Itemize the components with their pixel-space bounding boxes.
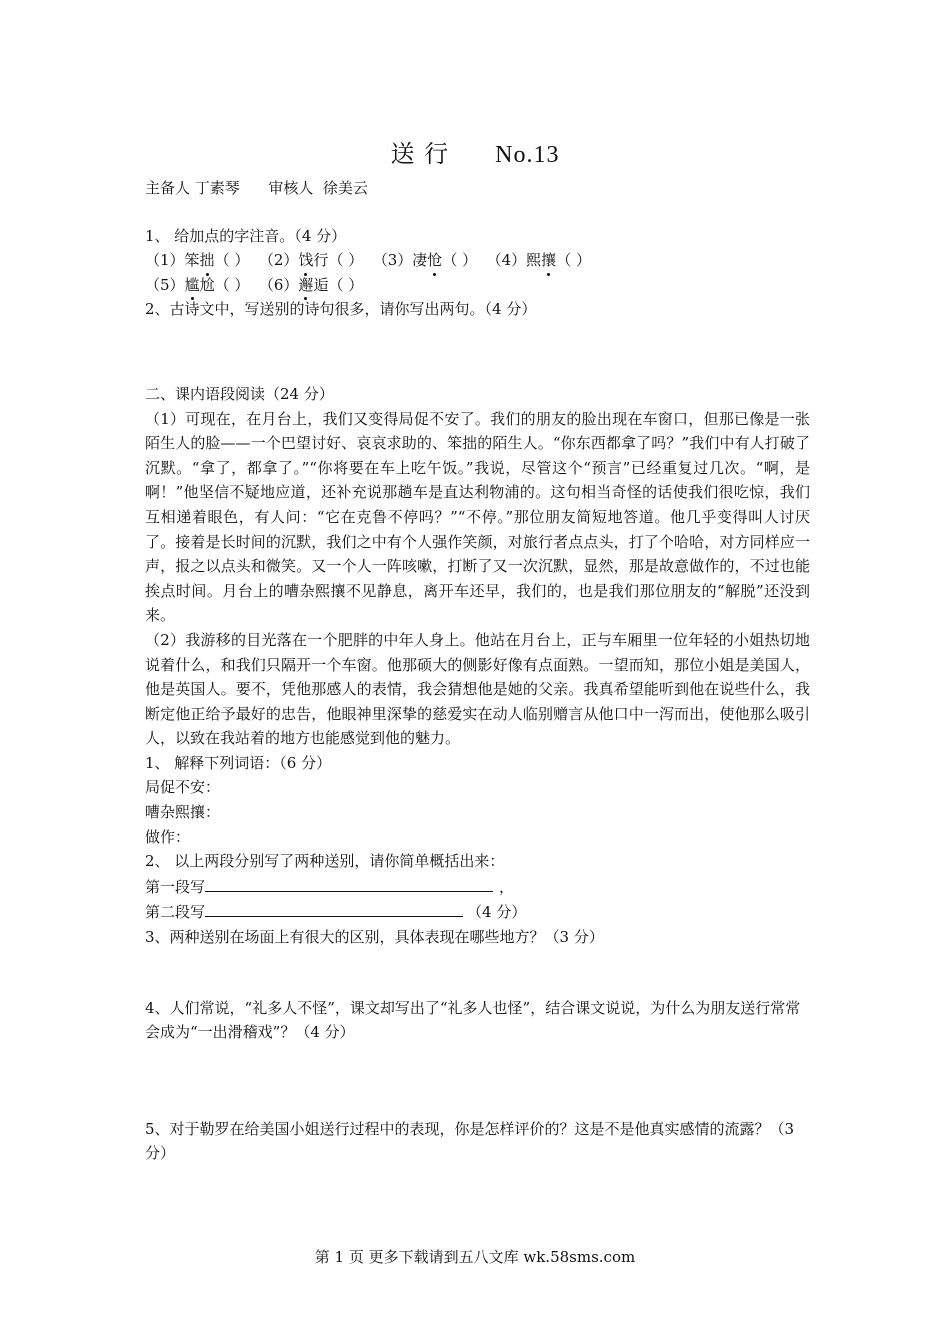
s2-q5: 5、对于勒罗在给美国小姐送行过程中的表现，你是怎样评价的？这是不是他真实感情的流露？（3 分） <box>145 1119 795 1163</box>
s2-q2-line1: 第一段写 ， <box>145 874 810 900</box>
q1-heading: 1、 给加点的字注音。（4 分） <box>145 226 347 245</box>
q1-items-line2: （5）尴尬（ ） （6）邂逅（ ） <box>145 273 810 298</box>
s2-q3: 3、两种送别在场面上有很大的区别，具体表现在哪些地方？（3 分） <box>145 928 604 947</box>
s2-q2-line2: 第二段写 （4 分） <box>145 899 810 925</box>
term-2: 嘈杂熙攘： <box>145 803 221 822</box>
reading-paragraph-2: （2）我游移的目光落在一个肥胖的中年人身上。他站在月台上，正与车厢里一位年轻的小姐热切地说着什么，和我们只隔开一个车窗。他那硕大的侧影好像有点面熟。一望而知，那位小姐是美国人，他是英国人。要不，凭他那感人的表情，我会猜想他是她的父亲。我真希望能听到他在说些什么，我断定他正给予最好的忠告，他眼神里深挚的慈爱实在动人临别赠言从他口中一泻而出，使他那么吸引人，以致在我站着的地方也能感觉到他的魅力。 <box>145 630 810 748</box>
document-body <box>145 176 810 1166</box>
title-number: No.13 <box>495 142 560 168</box>
s2-q4: 4、人们常说，“礼多人不怪”，课文却写出了“礼多人也怪”，结合课文说说，为什么为朋友送行常常会成为“一出滑稽戏”？（4 分） <box>145 998 801 1042</box>
answer-blank-1[interactable] <box>205 874 493 892</box>
term-1: 局促不安： <box>145 778 221 797</box>
term-3: 做作： <box>145 827 191 846</box>
authors-line: 主备人 丁素琴 审核人 徐美云 <box>145 179 368 197</box>
section2-heading: 二、课内语段阅读（24 分） <box>145 384 334 403</box>
title-main: 送 行 <box>390 140 450 168</box>
answer-blank-2[interactable] <box>205 899 463 917</box>
reading-paragraph-1: （1）可现在，在月台上，我们又变得局促不安了。我们的朋友的脸出现在车窗口，但那已像是一张陌生人的脸——一个巴望讨好、哀哀求助的、笨拙的陌生人。“你东西都拿了吗？”我们中有人打破了沉默。“拿了，都拿了。”“你将要在车上吃午饭。”我说，尽管这个“预言”已经重复过几次。“啊，是啊！”他坚信不疑地应道，还补充说那趟车是直达利物浦的。这句相当奇怪的话使我们很吃惊，我们互相递着眼色，有人问：“它在克鲁不停吗？”“不停。”那位朋友简短地答道。他几乎变得叫人讨厌了。接着是长时间的沉默，我们之中有个人强作笑颜，对旅行者点点头，打了个哈哈，对方同样应一声，报之以点头和微笑。又一个人一阵咳嗽，打断了又一次沉默，显然，那是故意做作的，不过也能挨点时间。月台上的嘈杂熙攘不见静息，离开车还早，我们的，也是我们那位朋友的“解脱”还没到来。 <box>145 409 810 625</box>
page-footer: 第 1 页 更多下载请到五八文库 wk.58sms.com <box>314 1248 636 1266</box>
s2-q1: 1、 解释下列词语：（6 分） <box>145 753 332 772</box>
s2-q2: 2、 以上两段分别写了两种送别，请你简单概括出来： <box>145 852 505 871</box>
q1-items-line1: （1）笨拙（ ） （2）饯行（ ） （3）凄怆（ ） （4）熙攘（ ） <box>145 248 810 273</box>
page-title <box>0 134 950 169</box>
q2-heading: 2、古诗文中，写送别的诗句很多，请你写出两句。（4 分） <box>145 300 537 319</box>
